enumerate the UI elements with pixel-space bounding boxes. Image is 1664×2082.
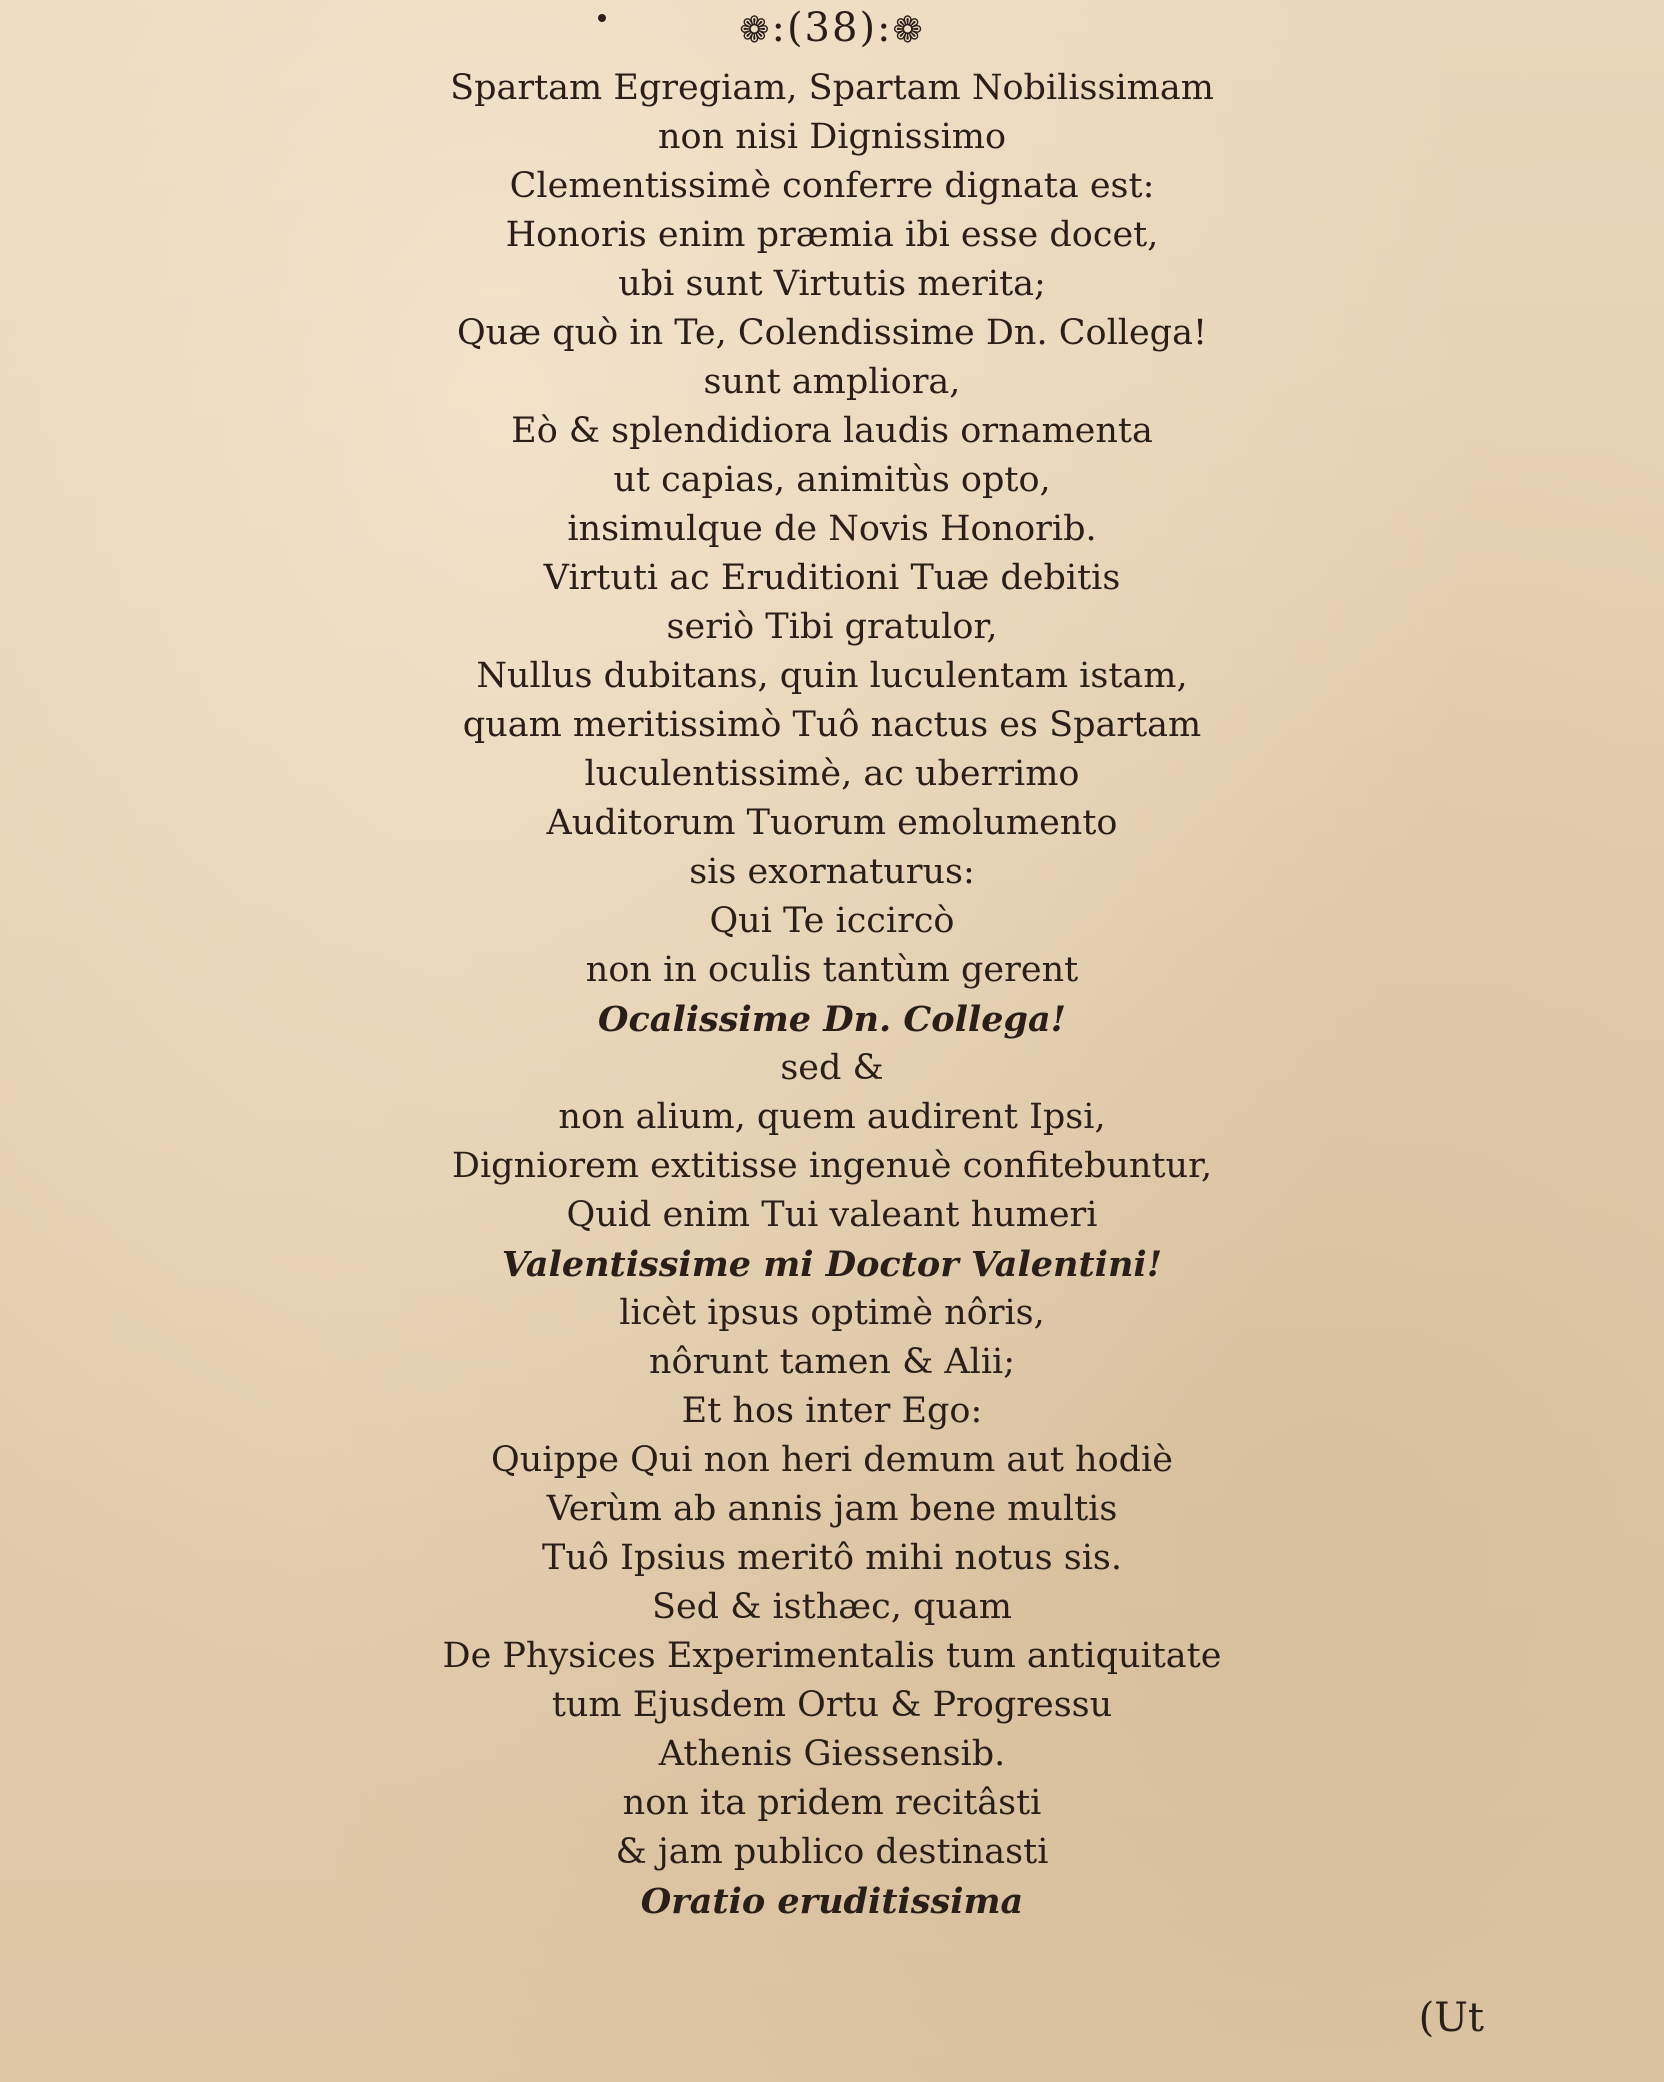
text-line: insimulque de Novis Honorib. bbox=[567, 509, 1097, 549]
text-line: Valentissime mi Doctor Valentini! bbox=[501, 1244, 1163, 1285]
text-block bbox=[0, 64, 1664, 1926]
text-line: non ita pridem recitâsti bbox=[622, 1783, 1042, 1823]
text-line: Auditorum Tuorum emolumento bbox=[546, 803, 1118, 843]
text-line: ut capias, animitùs opto, bbox=[613, 460, 1051, 500]
text-line: Oratio eruditissima bbox=[640, 1881, 1024, 1922]
text-line: luculentissimè, ac uberrimo bbox=[584, 754, 1080, 794]
text-line: quam meritissimò Tuô nactus es Spartam bbox=[462, 705, 1202, 745]
text-line: non alium, quem audirent Ipsi, bbox=[558, 1097, 1106, 1137]
text-line: sunt ampliora, bbox=[703, 362, 961, 402]
text-line: seriò Tibi gratulor, bbox=[666, 607, 998, 647]
text-line: non nisi Dignissimo bbox=[657, 117, 1007, 157]
text-line: De Physices Experimentalis tum antiquitate bbox=[442, 1636, 1222, 1676]
text-line: Ocalissime Dn. Collega! bbox=[597, 999, 1066, 1040]
text-line: Qui Te iccircò bbox=[709, 901, 955, 941]
text-line: Quid enim Tui valeant humeri bbox=[566, 1195, 1098, 1235]
ornament-right-icon: ❁ bbox=[892, 10, 925, 51]
text-line: Eò & splendidiora laudis ornamenta bbox=[511, 411, 1153, 451]
text-line: sed & bbox=[780, 1048, 884, 1088]
text-line: Spartam Egregiam, Spartam Nobilissimam bbox=[450, 68, 1214, 108]
text-line: Clementissimè conferre dignata est: bbox=[509, 166, 1155, 206]
text-line: Verùm ab annis jam bene multis bbox=[546, 1489, 1118, 1529]
text-line: Quæ quò in Te, Colendissime Dn. Collega! bbox=[456, 313, 1208, 353]
page-number: :(38): bbox=[771, 5, 893, 51]
ornament-left-icon: ❁ bbox=[739, 10, 772, 51]
text-line: ubi sunt Virtutis merita; bbox=[618, 264, 1046, 304]
text-line: Et hos inter Ego: bbox=[681, 1391, 983, 1431]
text-line: licèt ipsus optimè nôris, bbox=[619, 1293, 1045, 1333]
text-line: Digniorem extitisse ingenuè confitebuntur, bbox=[451, 1146, 1213, 1186]
text-line: Nullus dubitans, quin luculentam istam, bbox=[476, 656, 1188, 696]
text-line: sis exornaturus: bbox=[689, 852, 975, 892]
text-line: Quippe Qui non heri demum aut hodiè bbox=[491, 1440, 1173, 1480]
page-header bbox=[0, 4, 1664, 55]
text-line: & jam publico destinasti bbox=[615, 1832, 1049, 1872]
text-line: Virtuti ac Eruditioni Tuæ debitis bbox=[543, 558, 1121, 598]
text-line: Athenis Giessensib. bbox=[658, 1734, 1006, 1774]
text-line: non in oculis tantùm gerent bbox=[585, 950, 1079, 990]
text-line: Honoris enim præmia ibi esse docet, bbox=[505, 215, 1159, 255]
text-line: nôrunt tamen & Alii; bbox=[648, 1342, 1016, 1382]
text-line: Tuô Ipsius meritô mihi notus sis. bbox=[542, 1538, 1122, 1578]
catchword: (Ut bbox=[1418, 1995, 1484, 2041]
text-line: tum Ejusdem Ortu & Progressu bbox=[551, 1685, 1113, 1725]
text-line: Sed & isthæc, quam bbox=[651, 1587, 1012, 1627]
